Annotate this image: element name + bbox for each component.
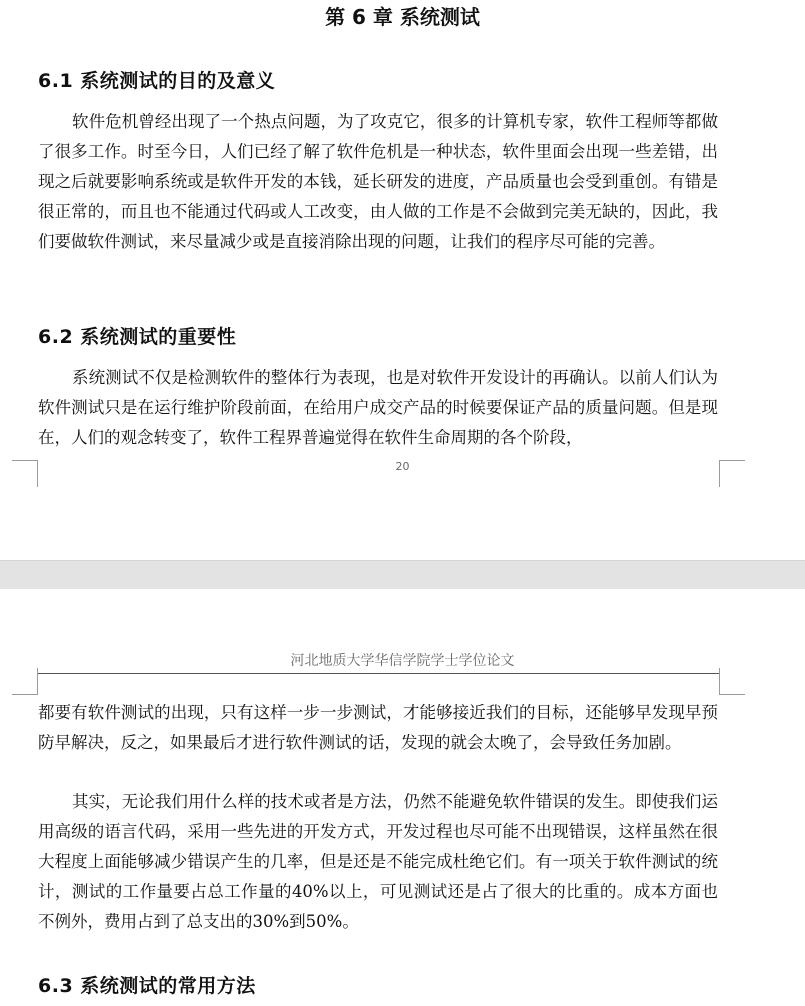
- header-rule: [38, 673, 719, 674]
- section-heading-6-2: 6.2 系统测试的重要性: [38, 326, 237, 348]
- page-separator: [0, 560, 805, 589]
- statistics-paragraph: 其实，无论我们用什么样的技术或者是方法，仍然不能避免软件错误的发生。即使我们运用高级的语言代码，采用一些先进的开发方式，开发过程也尽可能不出现错误，这样虽然在很大程度上面能够减少错误产生的几率，但是还是不能完成杜绝它们。有一项关于软件测试的统计，测试的工作量要占总工作量的40%以上，可见测试还是占了很大的比重的。成本方面也不例外，费用占到了总支出的30%到50%。: [38, 792, 718, 931]
- section-heading-6-3: 6.3 系统测试的常用方法: [38, 975, 256, 997]
- page-corner-mark-top-left: [12, 668, 38, 695]
- running-header: 河北地质大学华信学院学士学位论文: [290, 653, 515, 669]
- page-corner-mark-top-right: [719, 668, 745, 695]
- section-6-2-paragraph: 系统测试不仅是检测软件的整体行为表现，也是对软件开发设计的再确认。以前人们认为软件测试只是在运行维护阶段前面，在给用户成交产品的时候要保证产品的质量问题。但是现在，人们的观念转变了，软件工程界普遍觉得在软件生命周期的各个阶段，: [38, 368, 718, 447]
- chapter-title: 第 6 章 系统测试: [325, 5, 480, 29]
- continued-paragraph: 都要有软件测试的出现，只有这样一步一步测试，才能够接近我们的目标，还能够早发现早预防早解决，反之，如果最后才进行软件测试的话，发现的就会太晚了，会导致任务加剧。: [38, 703, 718, 752]
- page-number: 20: [395, 460, 410, 473]
- section-heading-6-1: 6.1 系统测试的目的及意义: [38, 70, 276, 92]
- section-6-1-paragraph: 软件危机曾经出现了一个热点问题，为了攻克它，很多的计算机专家，软件工程师等都做了很多工作。时至今日，人们已经了解了软件危机是一种状态，软件里面会出现一些差错，出现之后就要影响系统或是软件开发的本钱，延长研发的进度，产品质量也会受到重创。有错是很正常的，而且也不能通过代码或人工改变，由人做的工作是不会做到完美无缺的，因此，我们要做软件测试，来尽量减少或是直接消除出现的问题，让我们的程序尽可能的完善。: [38, 112, 718, 251]
